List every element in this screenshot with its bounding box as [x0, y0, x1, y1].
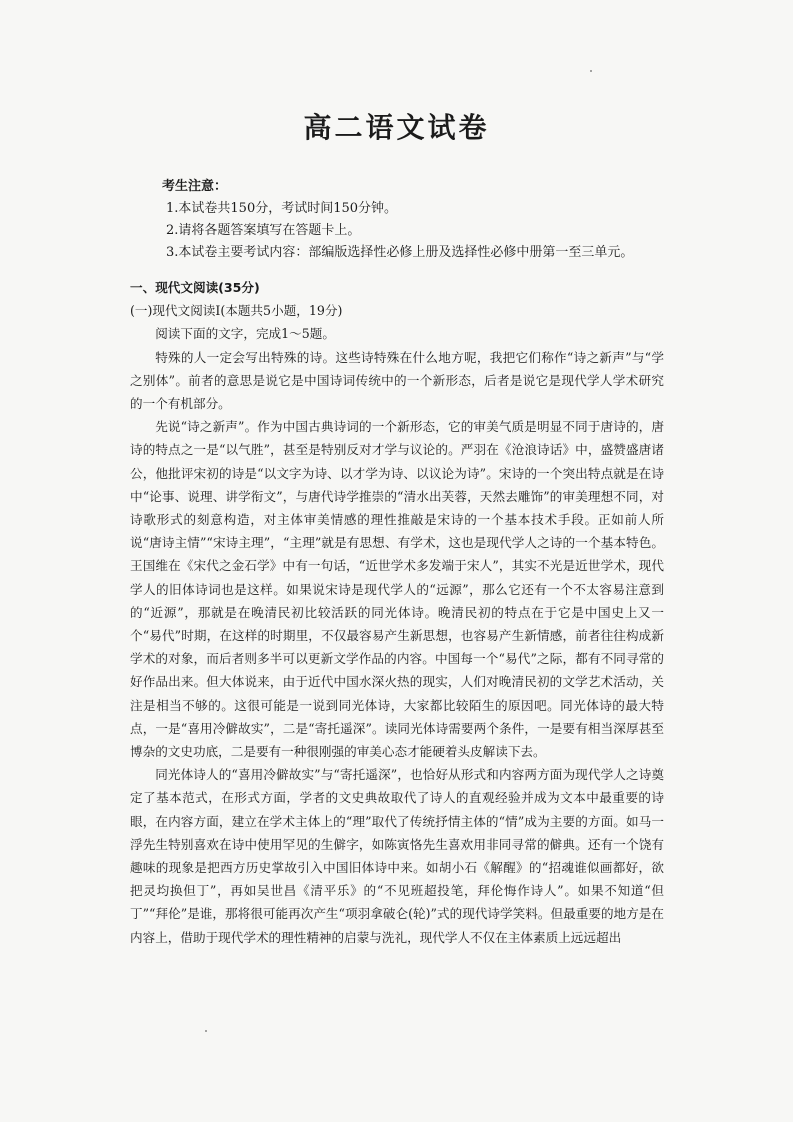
- scan-speck: [205, 1030, 207, 1032]
- reading-section: [130, 276, 664, 949]
- reading-instruction: 阅读下面的文字，完成1～5题。: [155, 326, 335, 342]
- candidate-notice: [162, 176, 682, 264]
- section-heading: 一、现代文阅读(35分): [130, 280, 260, 295]
- passage-paragraph-2: 先说“诗之新声”。作为中国古典诗词的一个新形态，它的审美气质是明显不同于唐诗的，唐诗的特点之一是“以气胜”，甚至是特别反对才学与议论的。严羽在《沧浪诗话》中，盛赞盛唐诸公，他批评宋初的诗是“以文字为诗、以才学为诗、以议论为诗”。宋诗的一个突出特点就是在诗中“论事、说理、讲学衔文”，与唐代诗学推崇的“清水出芙蓉，天然去雕饰”的审美理想不同，对诗歌形式的刻意构造，对主体审美情感的理性推敲是宋诗的一个基本技术手段。正如前人所说“唐诗主情”“宋诗主理”，“主理”就是有思想、有学术，这也是现代学人之诗的一个基本特色。王国维在《宋代之金石学》中有一句话，“近世学术多发端于宋人”，其实不光是近世学术，现代学人的旧体诗词也是这样。如果说宋诗是现代学人的“远源”，那么它还有一个不太容易注意到的“近源”，那就是在晚清民初比较活跃的同光体诗。晚清民初的特点在于它是中国史上又一个“易代”时期，在这样的时期里，不仅最容易产生新思想，也容易产生新情感，前者往往构成新学术的对象，而后者则多半可以更新文学作品的内容。中国每一个“易代”之际，都有不同寻常的好作品出来。但大体说来，由于近代中国水深火热的现实，人们对晚清民初的文学艺术活动，关注是相当不够的。这很可能是一说到同光体诗，大家都比较陌生的原因吧。同光体诗的最大特点，一是“喜用冷僻故实”，二是“寄托遥深”。读同光体诗需要两个条件，一是要有相当深厚甚至博杂的文史功底，二是要有一种很刚强的审美心态才能硬着头皮解读下去。: [130, 419, 664, 760]
- exam-title: 高二语文试卷: [303, 111, 490, 144]
- scan-speck: [590, 70, 592, 72]
- section-subheading: (一)现代文阅读Ⅰ(本题共5小题，19分): [130, 303, 343, 319]
- notice-item: 1.本试卷共150分，考试时间150分钟。: [166, 201, 398, 216]
- passage-paragraph-1: 特殊的人一定会写出特殊的诗。这些诗特殊在什么地方呢，我把它们称作“诗之新声”与“学之别体”。前者的意思是说它是中国诗词传统中的一个新形态，后者是说它是现代学人学术研究的一个有机部分。: [130, 349, 664, 412]
- notice-item: 2.请将各题答案填写在答题卡上。: [166, 223, 361, 238]
- passage-paragraph-3: 同光体诗人的“喜用冷僻故实”与“寄托遥深”，也恰好从形式和内容两方面为现代学人之诗奠定了基本范式，在形式方面，学者的文史典故取代了诗人的直观经验并成为文本中最重要的诗眼，在内容方面，建立在学术主体上的“理”取代了传统抒情主体的“情”成为主要的方面。如马一浮先生特别喜欢在诗中使用罕见的生僻字，如陈寅恪先生喜欢用非同寻常的僻典。还有一个饶有趣味的现象是把西方历史掌故引入中国旧体诗中来。如胡小石《解醒》的“招魂谁似画都好，欲把灵均换但丁”，再如吴世昌《清平乐》的“不见班超投笔，拜伦悔作诗人”。如果不知道“但丁”“拜伦”是谁，那将很可能再次产生“项羽拿破仑(轮)”式的现代诗学笑料。但最重要的地方是在内容上，借助于现代学术的理性精神的启蒙与洗礼，现代学人不仅在主体素质上远远超出: [130, 767, 664, 945]
- notice-heading: 考生注意：: [162, 179, 228, 194]
- notice-item: 3.本试卷主要考试内容：部编版选择性必修上册及选择性必修中册第一至三单元。: [166, 245, 634, 260]
